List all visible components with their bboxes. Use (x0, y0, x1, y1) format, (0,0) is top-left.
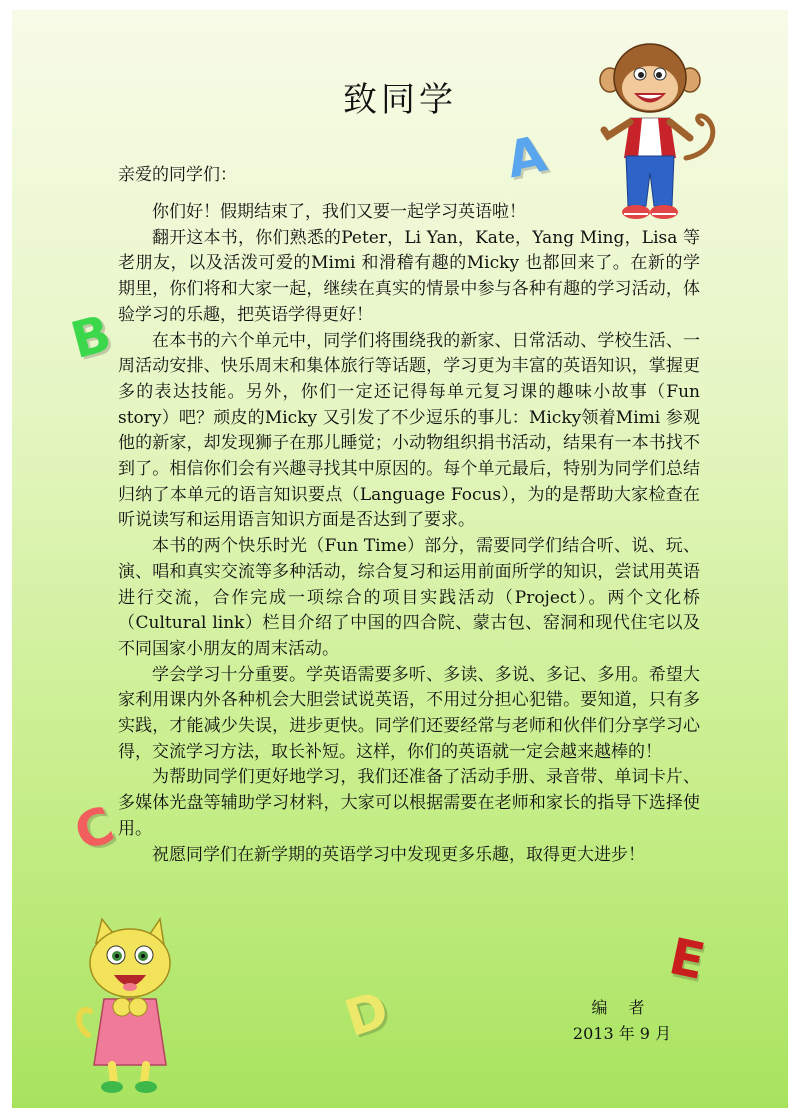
paragraph: 在本书的六个单元中，同学们将围绕我的新家、日常活动、学校生活、一周活动安排、快乐周末和集体旅行等话题，学习更为丰富的英语知识，掌握更多的表达技能。另外，你们一定还记得每单元复习课的趣味小故事（Fun story）吧？顽皮的Micky 又引发了不少逗乐的事儿：Micky领着Mimi 参观他的新家，却发现狮子在那儿睡觉；小动物组织捐书活动，结果有一本书找不到了。相信你们会有兴趣寻找其中原因的。每个单元最后，特别为同学们总结归纳了本单元的语言知识要点（Language Focus），为的是帮助大家检查在听说读写和运用语言知识方面是否达到了要求。 (118, 330, 700, 531)
decorative-letter-d: D (338, 980, 396, 1048)
signature (552, 995, 692, 1047)
paragraph: 祝愿同学们在新学期的英语学习中发现更多乐趣，取得更大进步！ (152, 844, 645, 865)
letter-page (12, 10, 788, 1108)
decorative-letter-b: B (65, 304, 117, 370)
paragraph: 你们好！假期结束了，我们又要一起学习英语啦！ (152, 202, 526, 222)
letter-body (118, 200, 700, 868)
greeting: 亲爱的同学们： (118, 165, 237, 185)
paragraph: 学会学习十分重要。学英语需要多听、多读、多说、多记、多用。希望大家利用课内外各种机会大胆尝试说英语，不用过分担心犯错。要知道，只有多实践，才能减少失误，进步更快。同学们还要经常与老师和伙伴们分享学习心得，交流学习方法，取长补短。这样，你们的英语就一定会越来越棒的！ (118, 664, 700, 762)
page-title: 致同学 (343, 80, 457, 120)
paragraph: 本书的两个快乐时光（Fun Time）部分，需要同学们结合听、说、玩、演、唱和真实交流等多种活动，综合复习和运用前面所学的知识，尝试用英语进行交流，合作完成一项综合的项目实践活动（Project）。两个文化桥（Cultural link）栏目介绍了中国的四合院、蒙古包、窑洞和现代住宅以及不同国家小朋友的周末活动。 (118, 536, 700, 659)
signature-date: 2013 年 9 月 (572, 1024, 672, 1043)
signature-role: 编 者 (591, 998, 653, 1017)
cat-illustration (74, 915, 184, 1095)
paragraph: 翻开这本书，你们熟悉的Peter，Li Yan，Kate，Yang Ming，Lisa 等老朋友，以及活泼可爱的Mimi 和滑稽有趣的Micky 也都回来了。在新的学期里，你们将和大家一起，继续在真实的情景中参与各种有趣的学习活动，体验学习的乐趣，把英语学得更好！ (118, 227, 700, 325)
decorative-letter-c: C (67, 795, 122, 863)
paragraph: 为帮助同学们更好地学习，我们还准备了活动手册、录音带、单词卡片、多媒体光盘等辅助学习材料，大家可以根据需要在老师和家长的指导下选择使用。 (118, 767, 700, 839)
monkey-illustration (594, 38, 724, 228)
decorative-letter-e: E (664, 927, 710, 991)
decorative-letter-a: A (501, 124, 552, 190)
